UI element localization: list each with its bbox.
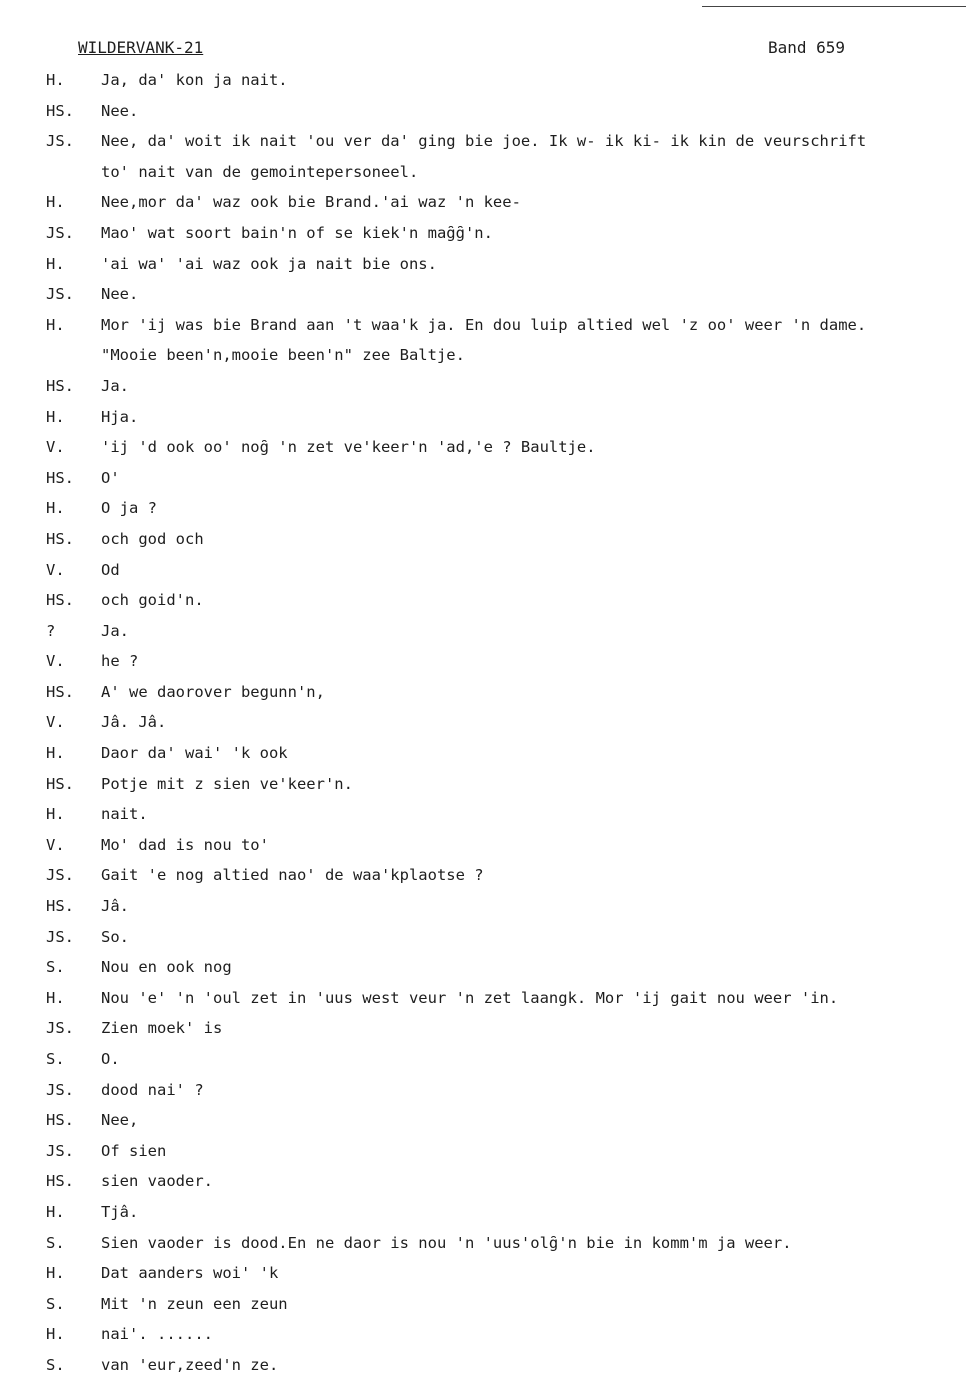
utterance-text: Nou 'e' 'n 'oul zet in 'uus west veur 'n zet laangk. Mor 'ij gait nou weer 'in. (101, 988, 839, 1007)
speaker-label: H. (46, 1264, 65, 1283)
transcript-line (0, 190, 966, 221)
utterance-text: he ? (101, 652, 139, 671)
utterance-text: Daor da' wai' 'k ook (101, 744, 288, 763)
speaker-label: JS. (46, 132, 74, 151)
utterance-text: nai'. ...... (101, 1325, 213, 1344)
utterance-text: van 'eur,zeed'n ze. (101, 1355, 279, 1374)
utterance-text: O. (101, 1050, 120, 1068)
utterance-text: "Mooie been'n,mooie been'n" zee Baltje. (101, 346, 465, 365)
speaker-label: V. (46, 835, 65, 854)
speaker-label: ? (46, 621, 56, 640)
speaker-label: H. (46, 407, 65, 426)
transcript-line (0, 1108, 966, 1139)
utterance-text: Mor 'ij was bie Brand aan 't waa'k ja. En dou luip altied wel 'z oo' weer 'n dame. (101, 315, 867, 334)
speaker-label: S. (46, 958, 65, 977)
speaker-label: HS. (46, 682, 74, 701)
speaker-label: JS. (46, 285, 74, 304)
utterance-text: Ja, da' kon ja nait. (101, 71, 288, 89)
transcript-line (0, 99, 966, 130)
speaker-label: JS. (46, 1019, 74, 1038)
utterance-text: Zien moek' is (101, 1019, 223, 1038)
utterance-text: dood nai' ? (101, 1080, 204, 1099)
utterance-text: Dat aanders woi' 'k (101, 1264, 279, 1283)
transcript-line (0, 282, 966, 313)
speaker-label: HS. (46, 529, 74, 548)
transcript-line (0, 68, 966, 99)
speaker-label: S. (46, 1294, 65, 1313)
utterance-text: Nee, (101, 1111, 139, 1130)
speaker-label: V. (46, 438, 65, 457)
band-number: Band 659 (768, 38, 846, 57)
transcript-line (0, 496, 966, 527)
utterance-text: 'ij 'd ook oo' nog̑ 'n zet ve'keer'n 'ad,'e ? Baultje. (101, 438, 596, 457)
utterance-text: Nee. (101, 101, 139, 120)
utterance-text: Nou en ook nog (101, 958, 232, 977)
transcript-line (0, 1169, 966, 1200)
utterance-text: Nee. (101, 285, 139, 304)
utterance-text: Of sien (101, 1141, 167, 1160)
transcript-line (0, 1078, 966, 1109)
speaker-label: H. (46, 988, 65, 1007)
transcript-line (0, 588, 966, 619)
speaker-label: HS. (46, 1172, 74, 1191)
utterance-text: Tjâ. (101, 1202, 139, 1221)
transcript-line (0, 313, 966, 344)
transcript-line (0, 619, 966, 650)
speaker-label: JS. (46, 1141, 74, 1160)
speaker-label: V. (46, 652, 65, 671)
utterance-text: och goid'n. (101, 591, 204, 610)
speaker-label: JS. (46, 223, 74, 242)
utterance-text: Gait 'e nog altied nao' de waa'kplaotse ? (101, 866, 484, 885)
utterance-text: So. (101, 927, 129, 946)
speaker-label: HS. (46, 468, 74, 487)
utterance-text: sien vaoder. (101, 1172, 213, 1191)
utterance-text: to' nait van de gemointepersoneel. (101, 162, 419, 181)
utterance-text: 'ai wa' 'ai waz ook ja nait bie ons. (101, 254, 437, 273)
speaker-label: V. (46, 713, 65, 732)
utterance-text: Od (101, 560, 120, 579)
transcript-line (0, 833, 966, 864)
transcript-line (0, 710, 966, 741)
transcript-line (0, 527, 966, 558)
utterance-text: och god och (101, 529, 204, 548)
transcript-line (0, 1322, 966, 1353)
transcript-line (0, 1231, 966, 1262)
utterance-text: Nee, da' woit ik nait 'ou ver da' ging bie joe. Ik w- ik ki- ik kin de veurschrift (101, 132, 867, 151)
transcript-line (0, 1047, 966, 1078)
speaker-label: H. (46, 193, 65, 212)
speaker-label: S. (46, 1050, 65, 1068)
transcript-line (0, 1139, 966, 1170)
transcript-line (0, 649, 966, 680)
speaker-label: HS. (46, 376, 74, 395)
speaker-label: S. (46, 1355, 65, 1374)
speaker-label: H. (46, 254, 65, 273)
utterance-text: Sien vaoder is dood.En ne daor is nou 'n 'uus'olg̑'n bie in komm'm ja weer. (101, 1233, 792, 1252)
utterance-text: Mit 'n zeun een zeun (101, 1294, 288, 1313)
utterance-text: Jâ. (101, 897, 129, 916)
transcript-line (0, 802, 966, 833)
speaker-label: HS. (46, 1111, 74, 1130)
transcript (0, 68, 966, 1384)
transcript-line (0, 986, 966, 1017)
speaker-label: H. (46, 71, 65, 89)
transcript-line (0, 405, 966, 436)
top-rule (702, 6, 966, 7)
transcript-line (0, 1353, 966, 1384)
transcript-line (0, 741, 966, 772)
utterance-text: O ja ? (101, 499, 157, 518)
transcript-line (0, 160, 966, 191)
transcript-line (0, 1200, 966, 1231)
speaker-label: H. (46, 805, 65, 824)
speaker-label: JS. (46, 1080, 74, 1099)
speaker-label: HS. (46, 101, 74, 120)
speaker-label: HS. (46, 591, 74, 610)
transcript-line (0, 374, 966, 405)
utterance-text: nait. (101, 805, 148, 824)
speaker-label: S. (46, 1233, 65, 1252)
transcript-line (0, 925, 966, 956)
speaker-label: H. (46, 315, 65, 334)
transcript-line (0, 863, 966, 894)
document-title: WILDERVANK-21 (78, 38, 204, 57)
transcript-line (0, 129, 966, 160)
transcript-line (0, 435, 966, 466)
speaker-label: HS. (46, 897, 74, 916)
transcript-line (0, 1016, 966, 1047)
transcript-line (0, 221, 966, 252)
utterance-text: Potje mit z sien ve'keer'n. (101, 774, 353, 793)
transcript-line (0, 955, 966, 986)
utterance-text: Mao' wat soort bain'n of se kiek'n mag̑g̑'n. (101, 223, 493, 242)
utterance-text: Jâ. Jâ. (101, 713, 167, 732)
speaker-label: H. (46, 744, 65, 763)
speaker-label: V. (46, 560, 65, 579)
transcript-line (0, 252, 966, 283)
utterance-text: Ja. (101, 621, 129, 640)
utterance-text: Mo' dad is nou to' (101, 835, 269, 854)
transcript-line (0, 894, 966, 925)
transcript-line (0, 680, 966, 711)
transcript-line (0, 466, 966, 497)
speaker-label: JS. (46, 927, 74, 946)
speaker-label: H. (46, 1325, 65, 1344)
transcript-line (0, 1292, 966, 1323)
speaker-label: JS. (46, 866, 74, 885)
transcript-line (0, 343, 966, 374)
transcript-line (0, 558, 966, 589)
speaker-label: H. (46, 1202, 65, 1221)
utterance-text: Ja. (101, 376, 129, 395)
transcript-line (0, 772, 966, 803)
utterance-text: Hja. (101, 407, 139, 426)
utterance-text: O' (101, 468, 120, 487)
utterance-text: A' we daorover begunn'n, (101, 682, 325, 701)
speaker-label: H. (46, 499, 65, 518)
utterance-text: Nee,mor da' waz ook bie Brand.'ai waz 'n kee- (101, 193, 521, 212)
transcript-line (0, 1261, 966, 1292)
speaker-label: HS. (46, 774, 74, 793)
